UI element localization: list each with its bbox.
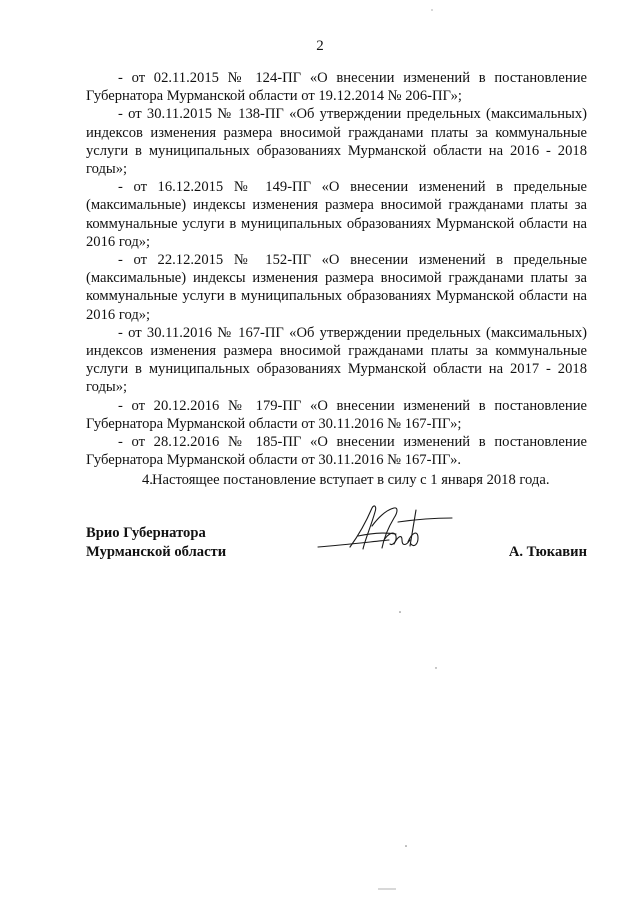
- clause-number: 4.: [142, 472, 153, 489]
- list-item: - от 20.12.2016 № 179-ПГ «О внесении изменений в постановление Губернатора Мурманской области от 30.11.2016 № 167-ПГ»;: [86, 397, 587, 432]
- document-body: [86, 69, 587, 490]
- list-item: - от 30.11.2016 № 167-ПГ «Об утверждении предельных (максимальных) индексов изменения размера вносимой гражданами платы за коммунальные услуги в муниципальных образованиях Мурманской области на 2017 - 2018 годы»;: [86, 324, 587, 396]
- list-item: - от 16.12.2015 № 149-ПГ «О внесении изменений в предельные (максимальные) индексы изменения размера вносимой гражданами платы за коммунальные услуги в муниципальных образованиях Мурманской области на 2016 год»;: [86, 179, 587, 250]
- list-item: - от 30.11.2015 № 138-ПГ «Об утверждении предельных (максимальных) индексов изменения размера вносимой гражданами платы за коммунальные услуги в муниципальных образованиях Мурманской области на 2016 - 2018 годы»;: [86, 106, 587, 178]
- signatory-name: А. Тюкавин: [508, 544, 587, 560]
- page-number: 2: [316, 38, 324, 54]
- final-clause: [86, 471, 587, 489]
- list-item: - от 22.12.2015 № 152-ПГ «О внесении изменений в предельные (максимальные) индексы изменения размера вносимой гражданами платы за коммунальные услуги в муниципальных образованиях Мурманской области на 2016 год»;: [86, 252, 587, 323]
- clause-text: Настоящее постановление вступает в силу с 1 января 2018 года.: [152, 472, 550, 489]
- signature-block: [86, 524, 587, 584]
- signatory-title-line: Мурманской области: [86, 544, 227, 560]
- signatory-title: [86, 524, 226, 562]
- list-item: - от 02.11.2015 № 124-ПГ «О внесении изменений в постановление Губернатора Мурманской области от 19.12.2014 № 206-ПГ»;: [86, 70, 587, 105]
- list-item: - от 28.12.2016 № 185-ПГ «О внесении изменений в постановление Губернатора Мурманской области от 30.11.2016 № 167-ПГ».: [86, 434, 587, 469]
- signatory-title-line: Врио Губернатора: [86, 525, 206, 541]
- handwritten-signature: [314, 500, 464, 570]
